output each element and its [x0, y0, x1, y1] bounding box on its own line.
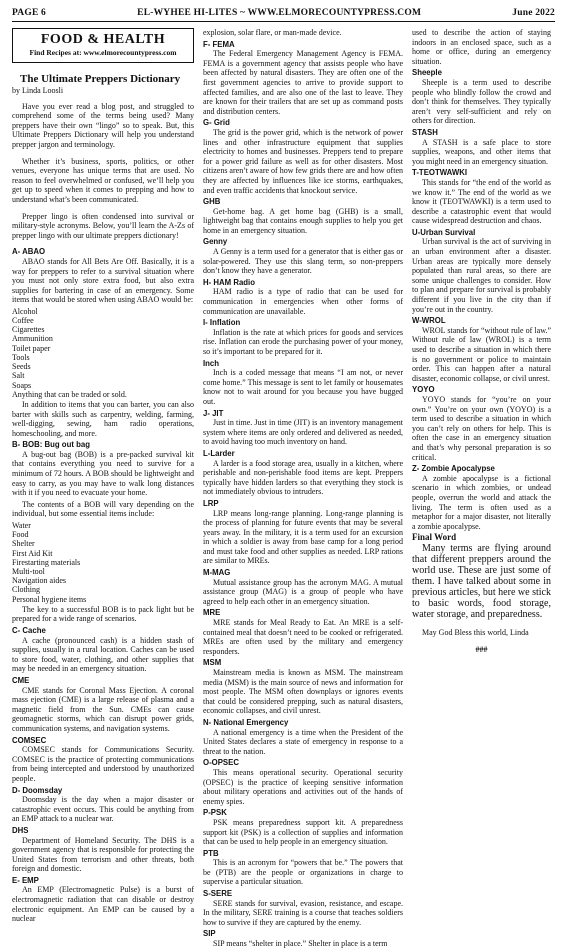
column-1-body [12, 102, 194, 924]
list-item: Alcohol [12, 306, 38, 316]
paragraph: Just in time. Just in time (JIT) is an inventory management system where items are only ordered and delivered as needed, to avoid having too much inventory on hand. [203, 418, 403, 447]
term-heading: F- FEMA [203, 39, 235, 49]
paragraph: This means operational security. Operational security (OPSEC) is the practice of keeping sensitive information about military operations and activities out of the hands of enemy spies. [203, 767, 403, 806]
term-heading: J- JIT [203, 408, 224, 418]
paragraph: PSK means preparedness support kit. A preparedness support kit (PSK) is a collection of supplies and information that can be used to help people in an emergency situation. [203, 817, 403, 847]
paragraph: Inch is a coded message that means “I am not, or never come home.” This message is sent to let family or housemates know not to wait around for you because you have bugged out. [203, 368, 403, 406]
list-item: Ammunition [12, 334, 53, 344]
paragraph: Have you ever read a blog post, and struggled to comprehend some of the terms being used? Many preppers have their own “lingo” so to speak. But, this Ultimate Preppers Dictionary will help you understand prepper jargon and terminology. [12, 101, 194, 149]
term-heading: N- National Emergency [203, 717, 289, 727]
term-heading: Final Word [412, 532, 457, 543]
paragraph: WROL stands for “without rule of law.” Without rule of law (WROL) is a term used to describe a situation in which there is no government or police to maintain order. This can happen after a natural disaster, economic collapse, or civil unrest. [412, 325, 551, 383]
list-item: Firestarting materials [12, 557, 81, 567]
paragraph: Whether it’s business, sports, politics, or other venues, everyone has unique terms that are used. No reason to feel overwhelmed or confused, we’ll help you get up to speed when it comes to prepping and how to understand what’s been communicated. [12, 156, 194, 204]
page-number: PAGE 6 [12, 8, 47, 18]
paragraph: The grid is the power grid, which is the network of power lines and other infrastructure equipment that supplies electricity to homes and businesses. Preppers tend to prepare for a power grid failure as well as for other disasters. Most citizens aren’t aware of how few grids there are and how often they are affected by influences like ice storms, earthquakes, and even traffic accidents that knockout service. [203, 127, 403, 195]
section-box [12, 28, 194, 63]
list-item: Coffee [12, 316, 34, 326]
paragraph: SIP means “shelter in place.” Shelter in place is a term [213, 939, 388, 949]
paragraph: used to describe the action of staying indoors in an enclosed space, such as a home or office, during an emergency situation. [412, 28, 551, 66]
paragraph: Many terms are flying around that different preppers around the world use. These are just some of them. I have talked about some in previous articles, but here we stick to basic words, food storage, water storage, and preparedness. [412, 542, 551, 620]
paragraph: The Federal Emergency Management Agency is FEMA. FEMA is a government agency that assists people who have been affected by natural disasters. They are often one of the first government agencies to arrive to provide support to affected families, and are also one of the last to leave. They are known for their trailers that are set up as command posts and distribution centers. [203, 49, 403, 116]
term-heading: O-OPSEC [203, 758, 239, 768]
paragraph: A bug-out bag (BOB) is a pre-packed survival kit that contains everything you need to survive for a minimum of 72 hours. A BOB should be lightweight and easy to carry, as you may have to walk long distances with it if you need to evacuate your home. [12, 449, 194, 498]
term-heading: DHS [12, 825, 29, 835]
term-heading: C- Cache [12, 626, 46, 636]
paragraph: YOYO stands for “you’re on your own.” You’re on your own (YOYO) is a term used to describe a situation in which you can’t rely on others for help. This is often the case in an emergency situation and that’s why personal preparation is so critical. [412, 394, 551, 462]
term-heading: Inch [203, 358, 220, 368]
term-heading: SIP [203, 929, 216, 939]
paragraph: HAM radio is a type of radio that can be used for communication in emergencies when other forms of communication are unavailable. [203, 287, 403, 316]
term-heading: LRP [203, 498, 219, 508]
paragraph: Mainstream media is known as MSM. The mainstream media (MSM) is the main source of news and information for most people. The MSM often downplays or ignores events that could be considered prepping, such as natural disasters, economic collapses, and civil unrest. [203, 668, 403, 716]
column-3 [412, 28, 551, 868]
signoff: May God Bless this world, Linda [422, 627, 529, 637]
list-item: Salt [12, 371, 25, 381]
paragraph: This stands for “the end of the world as we know it.” The end of the world as we know it (TEOTWAWKI) is a term used to describe a catastrophic event that would cause widespread destruction and chaos. [412, 177, 551, 226]
running-header [12, 8, 555, 18]
masthead: EL-WYHEE HI-LITES ~ WWW.ELMORECOUNTYPRESS.COM [137, 8, 422, 18]
item-list [12, 521, 194, 604]
list-item: Toilet paper [12, 343, 51, 353]
list-item: Food [12, 530, 29, 540]
list-item: Water [12, 521, 31, 531]
paragraph: explosion, solar flare, or man-made device. [203, 28, 342, 37]
paragraph: In addition to items that you can barter, you can also barter with skills such as carpentry, welding, farming, well-digging, sewing, ham radio operations, homeschooling, and more. [12, 399, 194, 438]
byline: by Linda Loosli [12, 86, 64, 95]
item-list [12, 307, 194, 399]
paragraph: CME stands for Coronal Mass Ejection. A coronal mass ejection (CME) is a large release of plasma and a magnetic field from the Sun. CMEs can cause geomagnetic storms, which can disrupt power grids, communication systems, and navigation systems. [12, 685, 194, 733]
paragraph: A zombie apocalypse is a fictional scenario in which zombies, or undead people, overrun the world and attack the living. The term is often used as a metaphor for a major disaster, not literally a zombie apocalypse. [412, 473, 551, 531]
term-heading: Z- Zombie Apocalypse [412, 464, 495, 474]
paragraph: Urban survival is the act of surviving in an urban environment after a disaster. Urban areas are typically more densely populated than rural areas, so there are some unique challenges to consider. How to plan and prepare for survival is probably different if you live in the city than if you’re out in the country. [412, 237, 551, 314]
term-heading: A- ABAO [12, 247, 46, 257]
term-heading: D- Doomsday [12, 785, 63, 795]
term-heading: I- Inflation [203, 318, 241, 328]
term-heading: STASH [412, 127, 438, 137]
list-item: Clothing [12, 585, 41, 595]
paragraph: This is an acronym for “powers that be.” The powers that be (PTB) are the people or organizations in charge to supervise a particular situation. [203, 858, 403, 887]
term-heading: P-PSK [203, 808, 227, 818]
paragraph: Prepper lingo is often condensed into survival or military-style acronyms. Below, you’ll learn the A-Zs of prepper lingo with our ultimate preppers dictionary! [12, 211, 194, 240]
term-heading: M-MAG [203, 568, 231, 578]
term-heading: L-Larder [203, 448, 235, 458]
paragraph: LRP means long-range planning. Long-range planning is the process of planning for future events that may be several years away. In the military, it is a term used for an excursion in which a soldier is away from base camp for a long period and must take food and other supplies as needed. LRP rations are similar to MREs. [203, 508, 403, 566]
paragraph: Inflation is the rate at which prices for goods and services rise. Inflation can erode the purchasing power of your money, so it’s important to be prepared for it. [203, 327, 403, 356]
term-heading: T-TEOTWAWKI [412, 168, 468, 178]
paragraph: A larder is a food storage area, usually in a kitchen, where perishable and non-perishable food items are kept. Preppers typically have hidden larders so that everything they stock is not immediately obvious to intruders. [203, 458, 403, 497]
term-heading: U-Urban Survival [412, 227, 476, 237]
term-heading: CME [12, 676, 30, 686]
list-item: Shelter [12, 539, 35, 549]
section-title: FOOD & HEALTH [40, 32, 166, 47]
term-heading: GHB [203, 197, 221, 207]
paragraph: MRE stands for Meal Ready to Eat. An MRE is a self-contained meal that doesn’t need to be cooked or refrigerated. MREs are often used by the military and emergency responders. [203, 618, 403, 656]
paragraph: A STASH is a safe place to store supplies, weapons, and other items that you might need in an emergency situation. [412, 137, 551, 166]
term-heading: S-SERE [203, 889, 233, 899]
list-item: First Aid Kit [12, 548, 53, 558]
term-heading: W-WROL [412, 316, 446, 326]
term-heading: Sheeple [412, 68, 442, 78]
list-item: Personal hygiene items [12, 594, 87, 604]
term-heading: H- HAM Radio [203, 277, 255, 287]
paragraph: The contents of a BOB will vary depending on the individual, but some essential items include: [12, 499, 194, 519]
column-3-body [412, 28, 551, 655]
paragraph: Doomsday is the day when a major disaster or catastrophic event occurs. This could be anything from an EMP attack to a nuclear war. [12, 795, 194, 824]
list-item: Navigation aides [12, 576, 66, 586]
paragraph: Get-home bag. A get home bag (GHB) is a small, lightweight bag that contains enough supplies to help you get home in an emergency situation. [203, 206, 403, 235]
list-item: Seeds [12, 362, 31, 372]
list-item: Soaps [12, 380, 32, 390]
column-1 [12, 28, 194, 924]
column-2-body [203, 28, 403, 949]
section-subtitle: Find Recipes at: www.elmorecountypress.com [29, 48, 177, 57]
term-heading: YOYO [412, 385, 435, 395]
term-heading: PTB [203, 848, 219, 858]
paragraph: A cache (pronounced cash) is a hidden stash of supplies, usually in a rural location. Caches can be used to store food, water, clothing, and other supplies that may be needed in an emergency situation. [12, 635, 194, 674]
paragraph: Mutual assistance group has the acronym MAG. A mutual assistance group (MAG) is a group of people who have agreed to help each other in an emergency situation. [203, 577, 403, 606]
term-heading: MSM [203, 658, 222, 668]
paragraph: COMSEC stands for Communications Security. COMSEC is the practice of protecting communications from being intercepted and understood by unauthorized people. [12, 745, 194, 783]
list-item: Anything that can be traded or sold. [12, 389, 127, 399]
article-columns [12, 28, 555, 949]
article-title: The Ultimate Preppers Dictionary [20, 73, 181, 85]
list-item: Multi-tool [12, 567, 45, 577]
paragraph: A Genny is a term used for a generator that is either gas or solar-powered. They use this slang term, so non-preppers don’t know they have a generator. [203, 247, 403, 276]
term-heading: MRE [203, 608, 221, 618]
term-heading: E- EMP [12, 875, 39, 885]
issue-date: June 2022 [512, 8, 555, 18]
term-heading: B- BOB: Bug out bag [12, 440, 90, 450]
term-heading: COMSEC [12, 735, 47, 745]
paragraph: SERE stands for survival, evasion, resistance, and escape. In the military, SERE training is a course that teaches soldiers how to survive if they are captured by the enemy. [203, 898, 403, 927]
paragraph: Sheeple is a term used to describe people who blindly follow the crowd and don’t think for themselves. They typically aren’t very self-sufficient and rely on others for direction. [412, 77, 551, 126]
list-item: Tools [12, 352, 30, 362]
paragraph: Department of Homeland Security. The DHS is a government agency that is responsible for protecting the United States from terrorism and other threats, both foreign and domestic. [12, 835, 194, 874]
paragraph: An EMP (Electromagnetic Pulse) is a burst of electromagnetic radiation that can disable or destroy electronic equipment. An EMP can be caused by a nuclear [12, 885, 194, 924]
list-item: Cigarettes [12, 325, 45, 335]
paragraph: A national emergency is a time when the President of the United States declares a state of emergency in response to a threat to the nation. [203, 727, 403, 756]
end-mark: ### [475, 645, 488, 655]
column-2 [203, 28, 403, 949]
paragraph: ABAO stands for All Bets Are Off. Basically, it is a way for preppers to refer to a survival situation where you must not only store extra food, but also extra supplies for bartering in case of an emergency. Some items that would be stored when using ABAO would be: [12, 256, 194, 305]
paragraph: The key to a successful BOB is to pack light but be prepared for a wide range of scenarios. [12, 604, 194, 624]
term-heading: Genny [203, 237, 228, 247]
header-rule [12, 21, 555, 22]
term-heading: G- Grid [203, 118, 230, 128]
